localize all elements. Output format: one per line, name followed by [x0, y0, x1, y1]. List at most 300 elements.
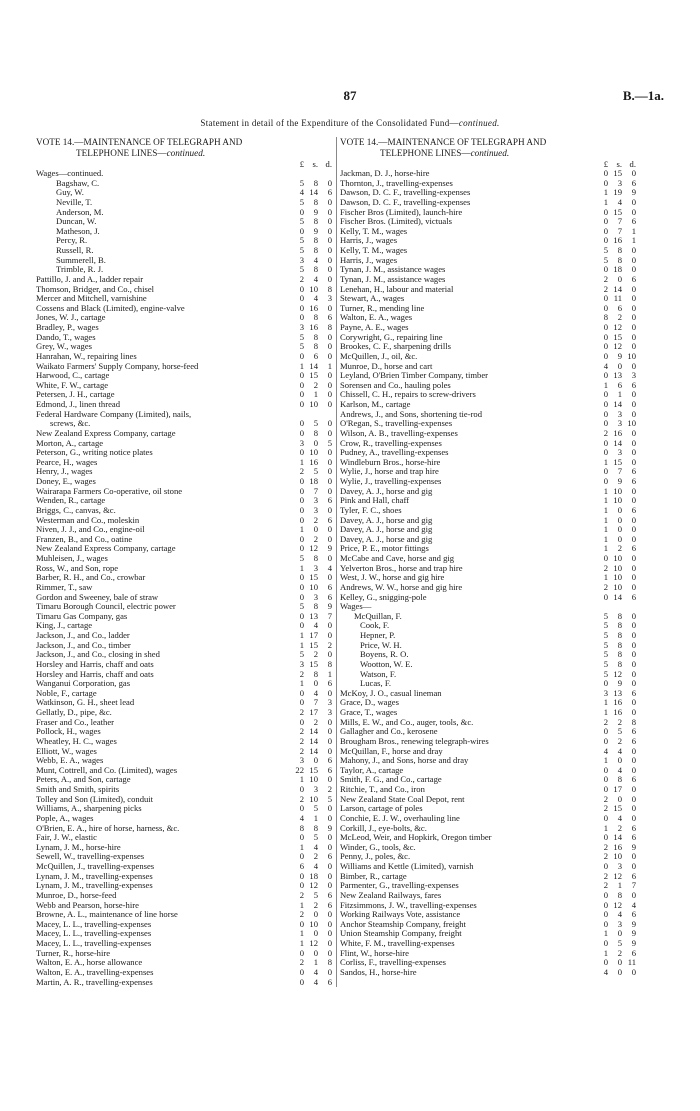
- entry-description: Walton, E. A., horse allowance: [36, 958, 143, 968]
- entry-pounds: 5: [299, 650, 304, 660]
- entry-pounds: 1: [603, 380, 608, 390]
- entry-shillings: 15: [613, 332, 622, 342]
- entry-pence: 0: [631, 890, 636, 900]
- entry-row: [36, 698, 332, 708]
- entry-pounds: 0: [299, 207, 304, 217]
- entry-row: [340, 689, 636, 699]
- entry-row: [36, 285, 332, 295]
- entry-description: New Zealand Express Company, cartage: [36, 544, 176, 554]
- entry-shillings: 0: [313, 929, 318, 939]
- entry-pence: 9: [631, 929, 636, 939]
- entry-pounds: 8: [299, 823, 304, 833]
- entry-description: Westerman and Co., moleskin: [36, 515, 140, 525]
- entry-pounds: 5: [603, 611, 608, 621]
- entry-description: McLeod, Weir, and Hopkirk, Oregon timber: [340, 833, 492, 843]
- entry-shillings: 6: [617, 380, 622, 390]
- entry-description: Pople, A., wages: [36, 813, 94, 823]
- entry-row: [340, 891, 636, 901]
- entry-shillings: 14: [613, 400, 622, 409]
- entry-description: Dando, T., wages: [36, 332, 96, 342]
- entry-shillings: 11: [613, 294, 622, 304]
- entry-description: Kelly, T. M., wages: [340, 246, 408, 255]
- entry-pence: 0: [631, 361, 636, 371]
- entry-pence: 0: [327, 621, 332, 631]
- entry-description: Smith and Smith, spirits: [36, 785, 120, 794]
- entry-shillings: 4: [313, 862, 318, 871]
- entry-row: [36, 246, 332, 256]
- entry-pounds: 6: [299, 862, 304, 871]
- entry-description: Wenden, R., cartage: [36, 496, 106, 506]
- entry-row: [36, 621, 332, 631]
- entry-shillings: 3: [313, 496, 318, 506]
- entry-pence: 0: [327, 688, 332, 698]
- entry-row: [340, 612, 636, 622]
- entry-row: [36, 775, 332, 785]
- entry-pence: 6: [631, 592, 636, 602]
- entry-pounds: 1: [603, 197, 608, 207]
- entry-pence: 6: [327, 592, 332, 602]
- entry-shillings: 8: [313, 823, 318, 833]
- entry-shillings: 0: [617, 958, 622, 968]
- entry-pounds: 1: [299, 929, 304, 939]
- entry-pence: 0: [631, 284, 636, 294]
- entry-shillings: 10: [309, 919, 318, 929]
- entry-pounds: 0: [299, 390, 304, 400]
- entry-pence: 0: [327, 948, 332, 958]
- entry-row: [36, 333, 332, 343]
- entry-pence: 6: [631, 274, 636, 284]
- entry-shillings: 4: [313, 274, 318, 284]
- entry-shillings: 8: [617, 659, 622, 669]
- entry-pounds: 0: [603, 919, 608, 929]
- entry-description: Brookes, C. F., sharpening drills: [340, 342, 452, 352]
- entry-description: Boyens, R. O.: [360, 650, 409, 660]
- entry-pounds: 0: [299, 226, 304, 236]
- entry-pounds: 0: [603, 833, 608, 843]
- entry-pence: 6: [631, 833, 636, 843]
- entry-row: [340, 660, 636, 670]
- entry-shillings: 4: [617, 197, 622, 207]
- entry-description: McQuillen, J., oil, &c.: [340, 351, 418, 361]
- entry-pounds: 0: [299, 573, 304, 583]
- pounds-label: £: [603, 159, 608, 169]
- entry-pence: 0: [631, 438, 636, 448]
- entry-pounds: 0: [603, 419, 608, 429]
- entry-pounds: 4: [603, 967, 608, 977]
- entry-row: [340, 698, 636, 708]
- entry-pence: 0: [327, 390, 332, 400]
- entry-shillings: 16: [613, 698, 622, 708]
- entry-shillings: 15: [613, 457, 622, 467]
- entry-shillings: 2: [617, 313, 622, 323]
- entry-shillings: 15: [613, 169, 622, 178]
- entry-row: [340, 294, 636, 304]
- entry-row: [36, 506, 332, 516]
- entry-pounds: 0: [603, 910, 608, 920]
- entry-pounds: 0: [603, 332, 608, 342]
- entry-pounds: 0: [603, 958, 608, 968]
- entry-description: McCabe and Cave, horse and gig: [340, 554, 455, 563]
- entry-pounds: 0: [603, 265, 608, 275]
- entry-pounds: 0: [299, 871, 304, 881]
- entry-description: Bradley, P., wages: [36, 323, 99, 332]
- entry-pounds: 0: [603, 765, 608, 775]
- entry-pence: [622, 602, 636, 612]
- entry-pence: 0: [327, 400, 332, 409]
- entry-pence: 0: [631, 804, 636, 814]
- entry-description: Gellatly, D., pipe, &c.: [36, 708, 112, 717]
- entry-pence: 0: [327, 448, 332, 458]
- entry-row: [340, 256, 636, 266]
- entry-pounds: 0: [299, 294, 304, 304]
- entry-pounds: 1: [299, 842, 304, 852]
- left-vote-title: VOTE 14.—MAINTENANCE OF TELEGRAPH AND: [36, 137, 243, 147]
- entry-description: Conchie, E. J. W., overhauling line: [340, 813, 460, 823]
- entry-pounds: 0: [299, 486, 304, 496]
- entry-shillings: 18: [309, 871, 318, 881]
- entry-description: Wylie, J., horse and trap hire: [340, 467, 439, 477]
- entry-pence: 0: [631, 582, 636, 592]
- entry-pounds: 2: [603, 871, 608, 881]
- entry-row: [36, 487, 332, 497]
- entry-pounds: 1: [603, 525, 608, 535]
- entry-row: [36, 419, 332, 429]
- entry-row: [36, 448, 332, 458]
- entry-shillings: 4: [313, 688, 318, 698]
- entry-pounds: 0: [603, 303, 608, 313]
- entry-row: [340, 843, 636, 853]
- entry-row: [36, 949, 332, 959]
- entry-pence: 0: [327, 246, 332, 255]
- entry-shillings: 8: [313, 313, 318, 323]
- entry-pence: 0: [327, 274, 332, 284]
- entry-pounds: 5: [603, 640, 608, 650]
- entry-row: [340, 862, 636, 872]
- entry-pence: 0: [631, 611, 636, 621]
- entry-description: Price, W. H.: [360, 640, 402, 650]
- entry-shillings: 14: [309, 188, 318, 198]
- entry-row: [36, 544, 332, 554]
- entry-pence: 0: [327, 554, 332, 563]
- entry-row: [36, 910, 332, 920]
- entry-shillings: 0: [617, 534, 622, 544]
- entry-row: [36, 573, 332, 583]
- entry-row: [36, 275, 332, 285]
- entry-row: [340, 554, 636, 564]
- entry-row: [340, 304, 636, 314]
- entry-description: Wilson, A. B., travelling-expenses: [340, 428, 458, 438]
- entry-pounds: 0: [299, 688, 304, 698]
- entry-pence: 0: [631, 698, 636, 708]
- entry-row: [36, 352, 332, 362]
- entry-pounds: 0: [603, 736, 608, 746]
- entry-row: [36, 410, 332, 420]
- entry-pence: 0: [327, 573, 332, 583]
- entry-row: [36, 737, 332, 747]
- entry-pence: 0: [327, 919, 332, 929]
- entry-shillings: 9: [313, 207, 318, 217]
- entry-row: [340, 650, 636, 660]
- entry-pence: 0: [327, 178, 332, 188]
- entry-pounds: 5: [299, 246, 304, 255]
- entry-row: [36, 881, 332, 891]
- entry-row: [340, 208, 636, 218]
- entry-pence: 0: [631, 640, 636, 650]
- entry-row: [340, 371, 636, 381]
- entry-pounds: 5: [299, 217, 304, 227]
- entry-row: [36, 477, 332, 487]
- entry-shillings: 0: [617, 929, 622, 939]
- entry-row: [36, 217, 332, 227]
- entry-row: [340, 333, 636, 343]
- entry-description: Thomson, Bridger, and Co., chisel: [36, 284, 155, 294]
- entry-description: Fraser and Co., leather: [36, 717, 115, 727]
- entry-pence: 0: [327, 939, 332, 948]
- entry-shillings: 6: [617, 303, 622, 313]
- entry-pounds: 2: [603, 717, 608, 727]
- entry-pence: 6: [631, 823, 636, 833]
- entry-description: Macey, L. L., travelling-expenses: [36, 929, 152, 939]
- entry-row: [36, 968, 332, 978]
- entry-description: Andrews, W. W., horse and gig hire: [340, 582, 463, 592]
- entry-shillings: 7: [617, 217, 622, 227]
- entry-pence: 4: [631, 900, 636, 910]
- entry-description: Horsley and Harris, chaff and oats: [36, 669, 154, 679]
- entry-row: [340, 901, 636, 911]
- entry-shillings: 8: [313, 554, 318, 563]
- entry-pounds: [288, 410, 304, 420]
- entry-shillings: 1: [617, 881, 622, 891]
- entry-description: Henry, J., wages: [36, 467, 93, 477]
- entry-row: [340, 641, 636, 651]
- entry-shillings: 9: [617, 679, 622, 689]
- entry-pence: 0: [631, 496, 636, 506]
- entry-description: Lynam, J. M., travelling-expenses: [36, 881, 153, 891]
- entry-pounds: 3: [299, 756, 304, 766]
- entry-description: Mahony, J., and Sons, horse and dray: [340, 756, 469, 766]
- entry-description: Gallagher and Co., kerosene: [340, 727, 438, 737]
- entry-shillings: 14: [309, 736, 318, 746]
- entry-shillings: 8: [313, 602, 318, 612]
- entry-pounds: 0: [603, 323, 608, 332]
- entry-row: [340, 756, 636, 766]
- entry-pounds: [288, 169, 304, 179]
- entry-shillings: 0: [617, 967, 622, 977]
- entry-shillings: 15: [613, 804, 622, 814]
- entry-pence: 0: [327, 255, 332, 265]
- entry-shillings: 3: [313, 563, 318, 573]
- entry-description: Bimber, R., cartage: [340, 871, 407, 881]
- shillings-label: s.: [312, 159, 318, 169]
- entry-pence: 0: [327, 419, 332, 429]
- entry-shillings: 8: [617, 890, 622, 900]
- entry-shillings: 2: [617, 736, 622, 746]
- entry-description: Timaru Borough Council, electric power: [36, 602, 176, 612]
- entry-pence: 6: [327, 313, 332, 323]
- entry-pence: 6: [327, 582, 332, 592]
- entry-pounds: 1: [299, 900, 304, 910]
- entry-row: [36, 381, 332, 391]
- entry-row: [36, 631, 332, 641]
- entry-row: [36, 265, 332, 275]
- entry-pence: 0: [327, 862, 332, 871]
- entry-description: Sandos, H., horse-hire: [340, 967, 417, 977]
- entry-description: Harris, J., wages: [340, 255, 398, 265]
- entry-description: Penny, J., poles, &c.: [340, 852, 411, 862]
- entry-pounds: 5: [299, 602, 304, 612]
- entry-description: Corkill, J., eye-bolts, &c.: [340, 823, 427, 833]
- entry-shillings: 17: [613, 785, 622, 794]
- entry-pounds: 0: [299, 881, 304, 891]
- entry-row: [340, 670, 636, 680]
- entry-description: Winder, G., tools, &c.: [340, 842, 416, 852]
- entry-row: [340, 747, 636, 757]
- entry-description: Kelley, G., snigging-pole: [340, 592, 427, 602]
- entry-pence: 0: [327, 332, 332, 342]
- entry-pence: 0: [327, 736, 332, 746]
- entry-row: [340, 602, 636, 612]
- entry-pounds: 0: [603, 467, 608, 477]
- entry-pence: 0: [631, 563, 636, 573]
- entry-row: [340, 766, 636, 776]
- entry-shillings: 13: [613, 688, 622, 698]
- entry-description: screws, &c.: [50, 419, 91, 429]
- entry-pounds: 0: [603, 477, 608, 486]
- entry-pounds: 1: [603, 188, 608, 198]
- entry-shillings: 5: [313, 890, 318, 900]
- entry-pence: 0: [327, 197, 332, 207]
- entry-shillings: 10: [613, 496, 622, 506]
- entry-shillings: 8: [617, 775, 622, 785]
- entry-description: Harwood, C., cartage: [36, 371, 110, 381]
- entry-description: Petersen, J. H., cartage: [36, 390, 115, 400]
- entry-pounds: 0: [603, 226, 608, 236]
- entry-description: Anderson, M.: [56, 207, 104, 217]
- entry-shillings: 10: [309, 775, 318, 785]
- entry-pence: 0: [631, 409, 636, 419]
- left-currency-header: [36, 159, 332, 169]
- entry-pence: 0: [327, 477, 332, 486]
- entry-pounds: 0: [603, 785, 608, 794]
- entry-pounds: 2: [603, 428, 608, 438]
- entry-description: Walton, E. A., travelling-expenses: [36, 967, 154, 977]
- entry-description: Corywright, G., repairing line: [340, 332, 443, 342]
- entry-row: [36, 727, 332, 737]
- entry-row: [340, 737, 636, 747]
- entry-pounds: 0: [603, 342, 608, 352]
- entry-pounds: 0: [299, 505, 304, 515]
- entry-description: Franzen, B., and Co., oatine: [36, 534, 133, 544]
- entry-shillings: 12: [613, 323, 622, 332]
- entry-shillings: 19: [613, 188, 622, 198]
- entry-shillings: 1: [313, 390, 318, 400]
- entry-shillings: 5: [313, 833, 318, 843]
- entry-pounds: 3: [299, 438, 304, 448]
- entry-pence: 6: [327, 890, 332, 900]
- entry-row: [340, 573, 636, 583]
- statement-title: [0, 118, 700, 128]
- entry-pence: 0: [631, 746, 636, 756]
- entry-pounds: 5: [603, 650, 608, 660]
- entry-shillings: 14: [613, 438, 622, 448]
- entry-pounds: 0: [299, 544, 304, 554]
- entry-row: [340, 679, 636, 689]
- entry-pounds: 2: [299, 669, 304, 679]
- entry-description: Cossens and Black (Limited), engine-valve: [36, 303, 185, 313]
- entry-pounds: 0: [603, 727, 608, 737]
- entry-shillings: 16: [309, 323, 318, 332]
- entry-description: Mercer and Mitchell, varnishine: [36, 294, 147, 304]
- entry-row: [36, 188, 332, 198]
- entry-pounds: 1: [603, 823, 608, 833]
- entry-description: Tolley and Son (Limited), conduit: [36, 794, 154, 804]
- entry-pence: 0: [631, 650, 636, 660]
- entry-pounds: 0: [603, 775, 608, 785]
- entry-shillings: 10: [613, 563, 622, 573]
- entry-shillings: [608, 602, 622, 612]
- entry-pounds: 1: [299, 679, 304, 689]
- entry-shillings: 17: [309, 708, 318, 717]
- entry-row: [36, 169, 332, 179]
- entry-description: Davey, A. J., horse and gig: [340, 534, 433, 544]
- entry-shillings: 10: [613, 573, 622, 583]
- entry-description: Turner, R., horse-hire: [36, 948, 111, 958]
- entry-pounds: 0: [299, 804, 304, 814]
- entry-row: [340, 188, 636, 198]
- entry-row: [340, 631, 636, 641]
- entry-pence: 0: [631, 294, 636, 304]
- entry-row: [340, 804, 636, 814]
- entry-row: [36, 362, 332, 372]
- entry-shillings: 3: [617, 448, 622, 458]
- entry-shillings: 10: [309, 448, 318, 458]
- entry-shillings: 0: [617, 361, 622, 371]
- entry-pence: 0: [631, 573, 636, 583]
- entry-pence: 0: [631, 534, 636, 544]
- entry-pounds: 0: [603, 592, 608, 602]
- entry-shillings: 8: [313, 265, 318, 275]
- entry-shillings: 10: [309, 582, 318, 592]
- entry-row: [340, 775, 636, 785]
- entry-pounds: 0: [603, 900, 608, 910]
- entry-description: Fitzsimmons, J. W., travelling-expenses: [340, 900, 477, 910]
- entry-shillings: 4: [313, 842, 318, 852]
- entry-pounds: 0: [603, 448, 608, 458]
- entry-row: [340, 419, 636, 429]
- entry-pounds: 0: [299, 477, 304, 486]
- entry-description: Working Railways Vote, assistance: [340, 910, 461, 920]
- entry-pence: 4: [327, 563, 332, 573]
- entry-shillings: 12: [613, 342, 622, 352]
- entry-pounds: 0: [603, 207, 608, 217]
- entry-description: Pattillo, J. and A., ladder repair: [36, 274, 144, 284]
- entry-shillings: 10: [613, 582, 622, 592]
- entry-description: Smith, F. G., and Co., cartage: [340, 775, 442, 785]
- entry-shillings: 8: [617, 650, 622, 660]
- entry-shillings: 4: [313, 255, 318, 265]
- entry-shillings: 3: [617, 862, 622, 871]
- entry-row: [36, 852, 332, 862]
- entry-description: Martin, A. R., travelling-expenses: [36, 977, 153, 987]
- entry-row: [36, 958, 332, 968]
- entry-pounds: 2: [603, 563, 608, 573]
- entry-pence: 0: [631, 679, 636, 689]
- entry-pence: 6: [327, 515, 332, 525]
- entry-shillings: 8: [313, 332, 318, 342]
- entry-row: [340, 939, 636, 949]
- page-number: 87: [343, 88, 357, 103]
- entry-pence: 6: [327, 188, 332, 198]
